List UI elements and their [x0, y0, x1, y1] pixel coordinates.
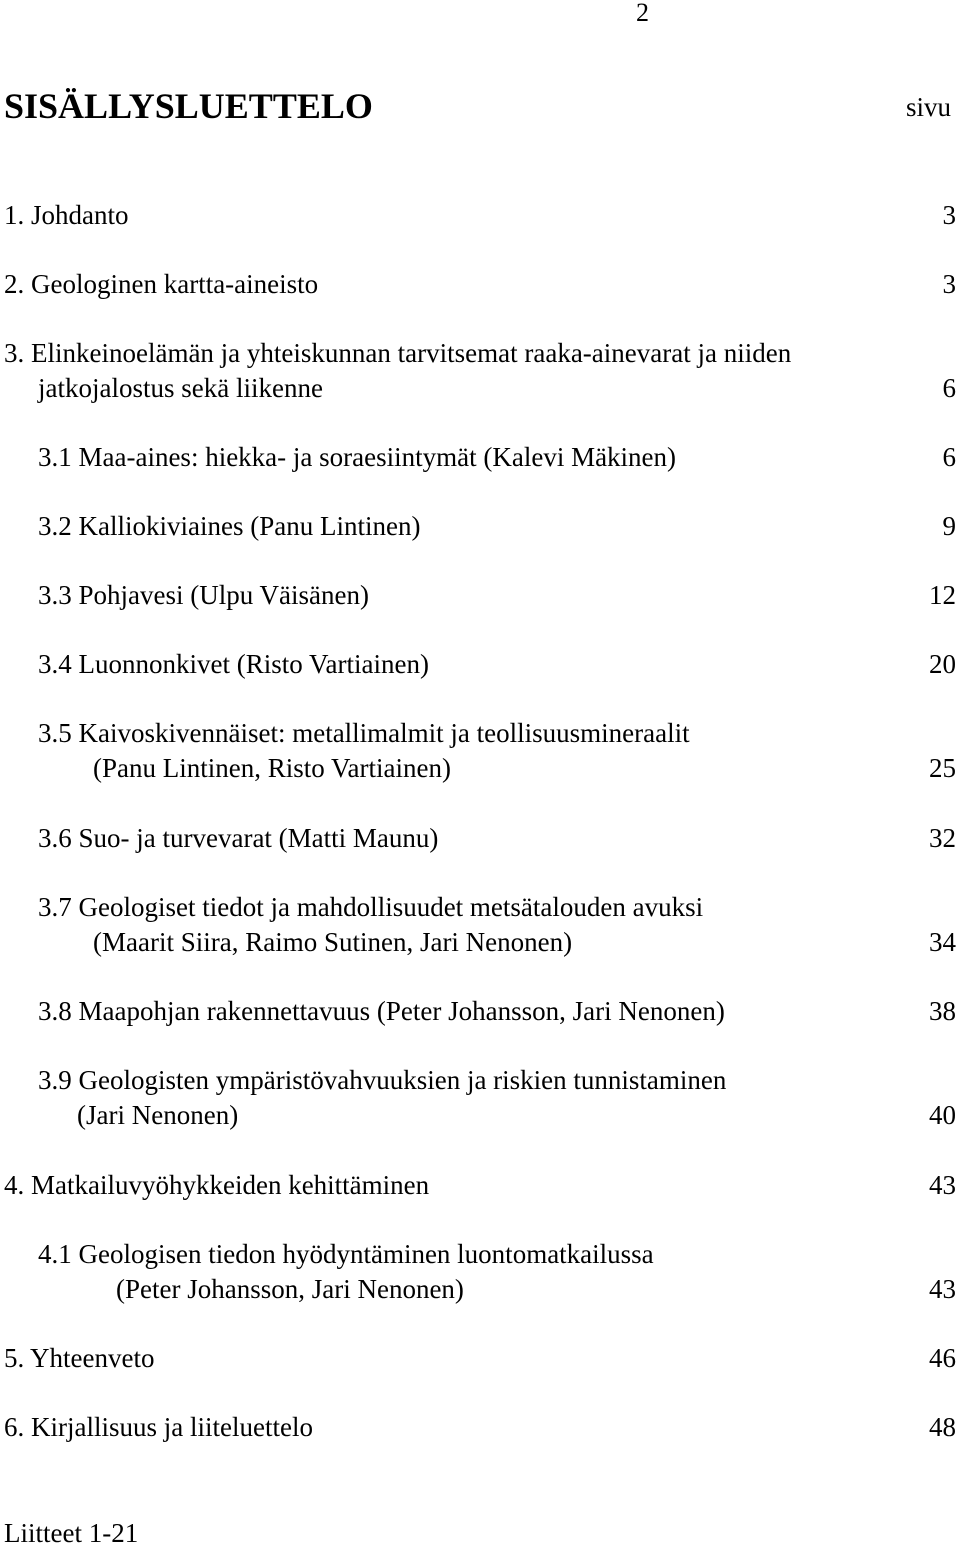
toc-page-3-9: 40 [929, 1100, 956, 1130]
toc-entry-3-5: 3.5 Kaivoskivennäiset: metallimalmit ja teollisuusmineraalit [38, 718, 690, 748]
toc-page-3-4: 20 [929, 649, 956, 679]
toc-page-4-1: 43 [929, 1274, 956, 1304]
toc-page-1: 3 [942, 200, 956, 230]
toc-page-3-3: 12 [929, 580, 956, 610]
toc-page-3-5: 25 [929, 753, 956, 783]
toc-page-4: 43 [929, 1170, 956, 1200]
toc-entry-3-3: 3.3 Pohjavesi (Ulpu Väisänen) [38, 580, 369, 610]
toc-page-3-1: 6 [942, 442, 956, 472]
toc-entry-3-1: 3.1 Maa-aines: hiekka- ja soraesiintymät (Kalevi Mäkinen) [38, 442, 677, 472]
toc-entry-1: 1. Johdanto [4, 200, 129, 230]
toc-entry-3-9-cont: (Jari Nenonen) [77, 1100, 239, 1130]
toc-entry-4: 4. Matkailuvyöhykkeiden kehittäminen [4, 1170, 430, 1200]
toc-page-3-8: 38 [929, 996, 956, 1026]
toc-entry-3-8: 3.8 Maapohjan rakennettavuus (Peter Johansson, Jari Nenonen) [38, 996, 725, 1026]
toc-entry-3-7: 3.7 Geologiset tiedot ja mahdollisuudet metsätalouden avuksi [38, 892, 704, 922]
toc-entry-6: 6. Kirjallisuus ja liiteluettelo [4, 1412, 313, 1442]
toc-entry-4-1-cont: (Peter Johansson, Jari Nenonen) [116, 1274, 464, 1304]
toc-page-3-7: 34 [929, 927, 956, 957]
toc-page-3-2: 9 [942, 511, 956, 541]
toc-entry-3-4: 3.4 Luonnonkivet (Risto Vartiainen) [38, 649, 429, 679]
appendix-note: Liitteet 1-21 [4, 1518, 139, 1548]
page-column-label: sivu [906, 92, 952, 122]
page-title: SISÄLLYSLUETTELO [4, 86, 373, 126]
toc-entry-3-5-cont: (Panu Lintinen, Risto Vartiainen) [93, 753, 451, 783]
toc-entry-3-6: 3.6 Suo- ja turvevarat (Matti Maunu) [38, 823, 439, 853]
toc-entry-3: 3. Elinkeinoelämän ja yhteiskunnan tarvitsemat raaka-ainevarat ja niiden [4, 338, 792, 368]
toc-page-2: 3 [942, 269, 956, 299]
toc-entry-4-1: 4.1 Geologisen tiedon hyödyntäminen luontomatkailussa [38, 1239, 654, 1269]
toc-page-3: 6 [942, 373, 956, 403]
toc-page-3-6: 32 [929, 823, 956, 853]
toc-entry-5: 5. Yhteenveto [4, 1343, 155, 1373]
toc-entry-3-7-cont: (Maarit Siira, Raimo Sutinen, Jari Nenonen) [93, 927, 573, 957]
toc-page-5: 46 [929, 1343, 956, 1373]
toc-entry-3-cont: jatkojalostus sekä liikenne [38, 373, 323, 403]
page-number: 2 [636, 0, 649, 27]
toc-entry-2: 2. Geologinen kartta-aineisto [4, 269, 319, 299]
toc-page-6: 48 [929, 1412, 956, 1442]
toc-entry-3-9: 3.9 Geologisten ympäristövahvuuksien ja riskien tunnistaminen [38, 1065, 727, 1095]
toc-entry-3-2: 3.2 Kalliokiviaines (Panu Lintinen) [38, 511, 421, 541]
